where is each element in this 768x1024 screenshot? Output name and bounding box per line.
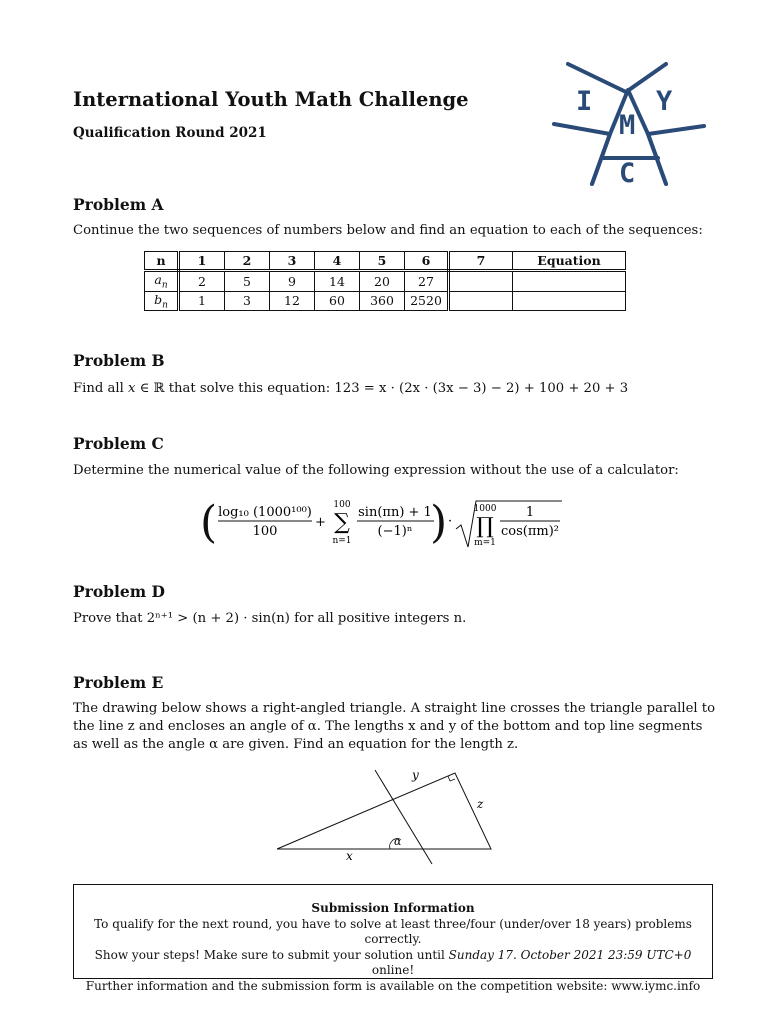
table-cell: 360 xyxy=(360,291,405,311)
svg-text:): ) xyxy=(430,497,448,548)
formula-prod-upper: 1000 xyxy=(473,504,497,514)
diagram-label-x: x xyxy=(346,849,353,863)
table-cell: 20 xyxy=(360,271,405,292)
table-row xyxy=(145,271,626,292)
table-header-row xyxy=(145,252,626,271)
sum-symbol: ∑ xyxy=(334,510,350,535)
table-header: 3 xyxy=(270,252,315,271)
svg-text:(: ( xyxy=(200,497,218,548)
table-cell: 3 xyxy=(225,291,270,311)
table-header: 1 xyxy=(179,252,225,271)
problem-a-text: Continue the two sequences of numbers below and find an equation to each of the sequences: xyxy=(73,223,703,238)
problem-d-heading: Problem D xyxy=(73,582,165,601)
formula-log-denominator: 100 xyxy=(252,524,278,539)
diagram-label-alpha: α xyxy=(394,835,402,848)
table-header: 6 xyxy=(405,252,449,271)
problem-d-text: Prove that 2ⁿ⁺¹ > (n + 2) · sin(n) for all positive integers n. xyxy=(73,611,467,626)
problem-b-text: Find all x ∈ ℝ that solve this equation: 123 = x · (2x · (3x − 3) − 2) + 100 + 20 + 3 xyxy=(73,381,629,396)
problem-c-text: Determine the numerical value of the following expression without the use of a calculator: xyxy=(73,463,679,478)
table-cell: 5 xyxy=(225,271,270,292)
table-cell: 14 xyxy=(315,271,360,292)
table-cell: 1 xyxy=(179,291,225,311)
problem-c-formula xyxy=(0,495,768,555)
table-cell xyxy=(513,291,626,311)
table-header-n: n xyxy=(145,252,179,271)
row-label-b: $b_n$ xyxy=(145,291,179,311)
table-cell xyxy=(449,271,513,292)
table-header: 2 xyxy=(225,252,270,271)
iymc-logo xyxy=(548,56,710,190)
table-row xyxy=(145,291,626,311)
row-label-a: $a_n$ xyxy=(145,271,179,292)
table-cell: 12 xyxy=(270,291,315,311)
table-cell: 2 xyxy=(179,271,225,292)
problem-c-heading: Problem C xyxy=(73,434,164,453)
submission-deadline: Sunday 17. October 2021 23:59 UTC+0 xyxy=(448,947,692,962)
sequence-table xyxy=(144,251,626,311)
submission-heading: Submission Information xyxy=(311,901,475,915)
problem-e-heading: Problem E xyxy=(73,673,164,692)
formula-prod-denominator: cos(πm)² xyxy=(500,524,560,539)
diagram-label-y: y xyxy=(412,768,419,782)
table-header: 4 xyxy=(315,252,360,271)
submission-line-3: Further information and the submission form is available on the competition website: www.iymc.info xyxy=(85,978,701,993)
table-cell xyxy=(449,291,513,311)
page-title: International Youth Math Challenge xyxy=(73,88,469,111)
problem-b-equation: x · (2x · (3x − 3) − 2) + 100 + 20 + 3 xyxy=(379,381,629,396)
formula-prod-numerator: 1 xyxy=(525,505,535,520)
product-symbol: ∏ xyxy=(476,514,494,539)
svg-text:·: · xyxy=(448,514,453,529)
diagram-label-z: z xyxy=(477,797,484,811)
page-subtitle: Qualification Round 2021 xyxy=(73,125,267,141)
logo-letter-y: Y xyxy=(656,86,673,117)
svg-text:+: + xyxy=(315,515,326,530)
submission-info-box xyxy=(73,884,713,993)
formula-sum-numerator: sin(πn) + 1 xyxy=(358,505,432,520)
table-header: 5 xyxy=(360,252,405,271)
triangle-diagram xyxy=(270,765,500,875)
problem-e-line-3: as well as the angle α are given. Find an equation for the length z. xyxy=(73,737,519,752)
submission-line-1: To qualify for the next round, you have to solve at least three/four (under/over 18 years) problems correctly. xyxy=(94,916,692,946)
table-cell: 27 xyxy=(405,271,449,292)
logo-letter-i: I xyxy=(576,86,593,117)
problem-a-heading: Problem A xyxy=(73,195,164,214)
logo-letter-m: M xyxy=(619,110,636,141)
formula-sum-denominator: (−1)ⁿ xyxy=(377,524,413,539)
formula-log-numerator: log₁₀ (1000¹⁰⁰) xyxy=(218,505,312,520)
table-cell: 2520 xyxy=(405,291,449,311)
logo-letter-c: C xyxy=(619,158,636,189)
table-cell: 9 xyxy=(270,271,315,292)
table-cell xyxy=(513,271,626,292)
formula-sum-lower: n=1 xyxy=(332,536,352,546)
table-header-equation: Equation xyxy=(513,252,626,271)
formula-sum-upper: 100 xyxy=(333,500,351,510)
problem-e-line-1: The drawing below shows a right-angled triangle. A straight line crosses the triangle parallel to xyxy=(73,701,716,716)
problem-b-heading: Problem B xyxy=(73,351,165,370)
submission-line-2: Show your steps! Make sure to submit your solution until Sunday 17. October 2021 23:59 UTC+0 online! xyxy=(94,947,692,977)
table-cell: 60 xyxy=(315,291,360,311)
table-header: 7 xyxy=(449,252,513,271)
formula-prod-lower: m=1 xyxy=(474,538,496,548)
problem-e-line-2: the line z and encloses an angle of α. The lengths x and y of the bottom and top line segments xyxy=(73,719,703,734)
